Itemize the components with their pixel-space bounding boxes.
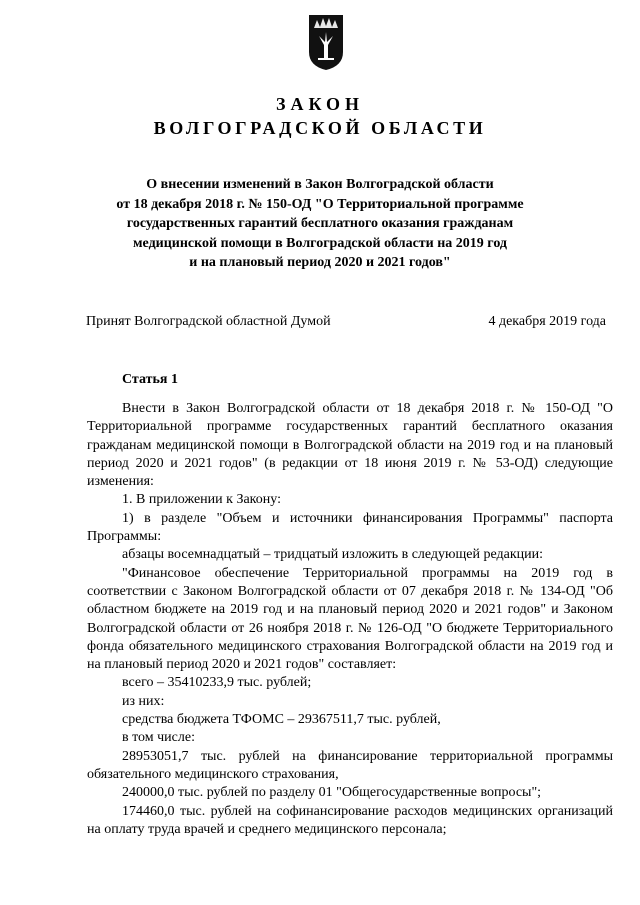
article-body: [87, 400, 613, 839]
subtitle-line: О внесении изменений в Закон Волгоградской области: [146, 177, 494, 192]
law-subtitle: [0, 175, 640, 273]
article-paragraph: 28953051,7 тыс. рублей на финансирование территориальной программы обязательного медицинского страхования,: [87, 748, 613, 782]
article-paragraph: из них:: [122, 693, 165, 709]
article-paragraph: 1. В приложении к Закону:: [122, 492, 281, 508]
article-paragraph: 1) в разделе "Объем и источники финансирования Программы" паспорта Программы:: [87, 510, 613, 545]
adopted-by: Принят Волгоградской областной Думой: [86, 314, 331, 329]
article-paragraph: Внести в Закон Волгоградской области от 18 декабря 2018 г. № 150-ОД "О Территориальной программе государственных гарантий бесплатного оказания гражданам медицинской помощи в Волгоградской области на 2019 год и на плановый период 2020 и 2021 годов" (в редакции от 18 июня 2019 г. № 53-ОД) следующие изменения:: [87, 401, 613, 490]
article-paragraph: средства бюджета ТФОМС – 29367511,7 тыс. рублей,: [122, 712, 441, 728]
article-paragraph: 240000,0 тыс. рублей по разделу 01 "Общегосударственные вопросы";: [122, 785, 542, 801]
article-heading: Статья 1: [122, 372, 178, 387]
subtitle-line: и на плановый период 2020 и 2021 годов": [189, 255, 451, 270]
subtitle-line: медицинской помощи в Волгоградской области на 2019 год: [133, 235, 507, 251]
article-paragraph: в том числе:: [122, 730, 195, 746]
volgograd-coat-of-arms-icon: [306, 12, 346, 72]
region-title: ВОЛГОГРАДСКОЙ ОБЛАСТИ: [153, 118, 487, 138]
article-paragraph: "Финансовое обеспечение Территориальной программы на 2019 год в соответствии с Законом Волгоградской области от 07 декабря 2018 г. № 134-ОД "Об областном бюджете на 2019 год и на плановый период 2020 и 2021 годов" и Законом Волгоградской области от 26 ноября 2018 г. № 126-ОД "О бюджете Территориального фонда обязательного медицинского страхования Волгоградской области на 2019 год и на плановый период 2020 и 2021 годов" составляет:: [87, 565, 613, 673]
law-type-title: ЗАКОН: [275, 94, 365, 114]
article-paragraph: всего – 35410233,9 тыс. рублей;: [122, 675, 312, 691]
subtitle-line: от 18 декабря 2018 г. № 150-ОД "О Территориальной программе: [116, 196, 524, 212]
article-paragraph: абзацы восемнадцатый – тридцатый изложить в следующей редакции:: [122, 547, 544, 563]
article-paragraph: 174460,0 тыс. рублей на софинансирование расходов медицинских организаций на оплату труда врачей и среднего медицинского персонала;: [87, 803, 613, 837]
subtitle-line: государственных гарантий бесплатного оказания гражданам: [126, 216, 514, 231]
adoption-date: 4 декабря 2019 года: [488, 314, 606, 329]
